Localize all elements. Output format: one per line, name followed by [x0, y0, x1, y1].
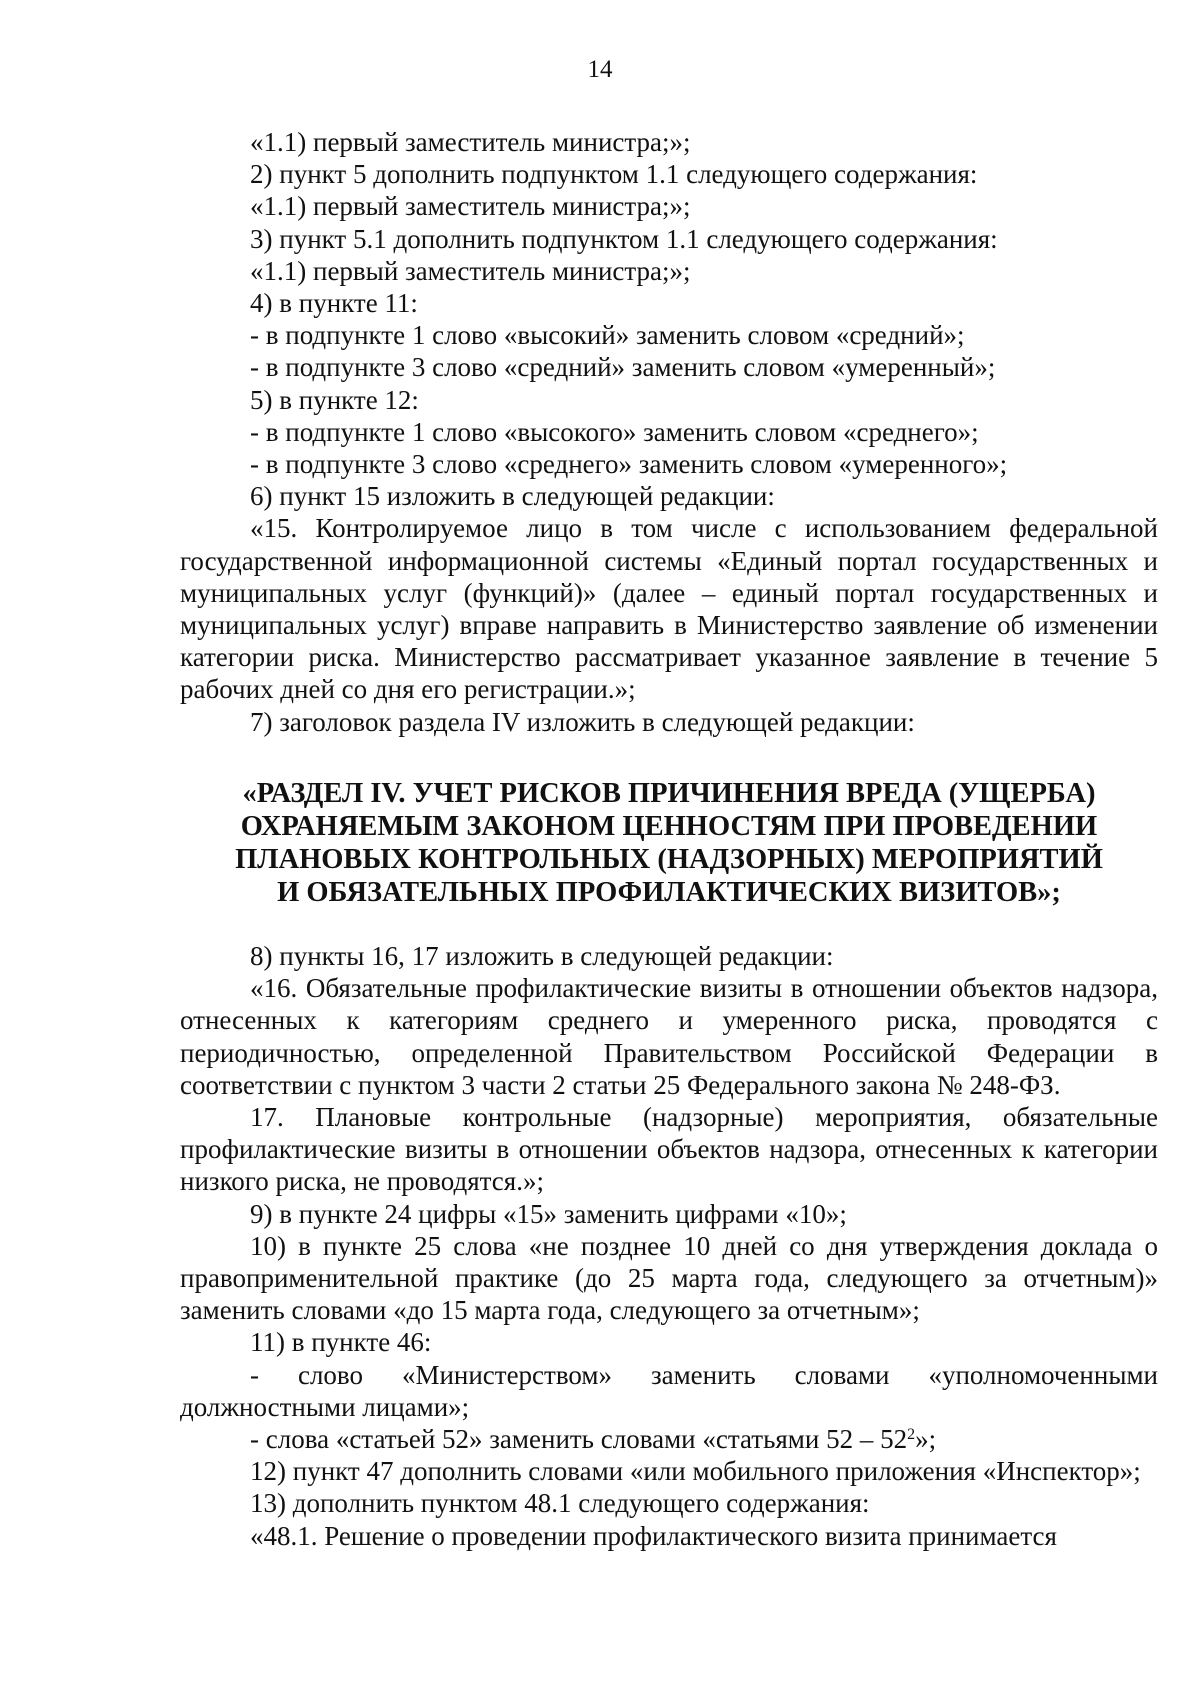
article-52-tail: »; [915, 1424, 937, 1455]
paragraph: 5) в пункте 12: [250, 384, 419, 415]
paragraph: 7) заголовок раздела IV изложить в следующей редакции: [250, 706, 915, 737]
paragraph: 9) в пункте 24 цифры «15» заменить цифрами «10»; [250, 1198, 847, 1229]
page-number: 14 [587, 56, 613, 83]
paragraph: - в подпункте 1 слово «высокий» заменить словом «средний»; [250, 320, 965, 351]
heading-line: «РАЗДЕЛ IV. УЧЕТ РИСКОВ ПРИЧИНЕНИЯ ВРЕДА (УЩЕРБА) [242, 778, 1096, 809]
paragraph: 11) в пункте 46: [250, 1327, 432, 1358]
paragraph: 8) пункты 16, 17 изложить в следующей редакции: [250, 941, 834, 971]
heading-line: ПЛАНОВЫХ КОНТРОЛЬНЫХ (НАДЗОРНЫХ) МЕРОПРИЯТИЙ [235, 844, 1103, 875]
article-52-text: - слова «статьей 52» заменить словами «статьями 52 – 52 [250, 1424, 908, 1455]
paragraph: 10) в пункте 25 слова «не позднее 10 дней со дня утверждения доклада о правоприменительной практике (до 25 марта года, следующего за отчетным)» заменить словами «до 15 марта года, следующего за отчетным»; [180, 1230, 1158, 1326]
section-heading [180, 777, 1158, 909]
paragraph: «16. Обязательные профилактические визиты в отношении объектов надзора, отнесенных к категориям среднего и умеренного риска, проводятся с периодичностью, определенной Правительством Российской Федерации в соответствии с пунктом 3 части 2 статьи 25 Федерального закона № 248-ФЗ. [180, 973, 1158, 1100]
superscript: 2 [907, 1426, 916, 1444]
heading-line: И ОБЯЗАТЕЛЬНЫХ ПРОФИЛАКТИЧЕСКИХ ВИЗИТОВ»; [277, 877, 1061, 908]
paragraph: - в подпункте 3 слово «среднего» заменить словом «умеренного»; [250, 449, 1008, 480]
paragraph: 4) в пункте 11: [250, 288, 418, 319]
paragraph: 12) пункт 47 дополнить словами «или мобильного приложения «Инспектор»; [250, 1456, 1141, 1487]
amendments-part-2 [180, 940, 1158, 1552]
paragraph: - слово «Министерством» заменить словами «уполномоченными должностными лицами»; [180, 1359, 1158, 1422]
paragraph: «15. Контролируемое лицо в том числе с использованием федеральной государственной информационной системы «Единый портал государственных и муниципальных услуг (функций)» (далее – единый портал государственных и муниципальных услуг) вправе направить в Министерство заявление об изменении категории риска. Министерство рассматривает указанное заявление в течение 5 рабочих дней со дня его регистрации.»; [180, 513, 1158, 705]
paragraph: - в подпункте 1 слово «высокого» заменить словом «среднего»; [250, 416, 979, 447]
paragraph: 13) дополнить пунктом 48.1 следующего содержания: [250, 1488, 870, 1519]
paragraph: «1.1) первый заместитель министра;»; [250, 255, 691, 286]
paragraph: «48.1. Решение о проведении профилактического визита принимается [250, 1520, 1057, 1551]
paragraph: 6) пункт 15 изложить в следующей редакции: [250, 481, 775, 512]
paragraph-article-52 [180, 1423, 1158, 1455]
amendments-part-1 [180, 126, 1158, 738]
paragraph: 2) пункт 5 дополнить подпунктом 1.1 следующего содержания: [250, 159, 978, 190]
paragraph: - в подпункте 3 слово «средний» заменить словом «умеренный»; [250, 352, 996, 383]
paragraph: «1.1) первый заместитель министра;»; [250, 127, 691, 157]
paragraph: 17. Плановые контрольные (надзорные) мероприятия, обязательные профилактические визиты в отношении объектов надзора, отнесенных к категории низкого риска, не проводятся.»; [180, 1102, 1158, 1197]
heading-line: ОХРАНЯЕМЫМ ЗАКОНОМ ЦЕННОСТЯМ ПРИ ПРОВЕДЕНИИ [240, 811, 1098, 842]
paragraph: 3) пункт 5.1 дополнить подпунктом 1.1 следующего содержания: [250, 223, 998, 254]
paragraph: «1.1) первый заместитель министра;»; [250, 191, 691, 222]
